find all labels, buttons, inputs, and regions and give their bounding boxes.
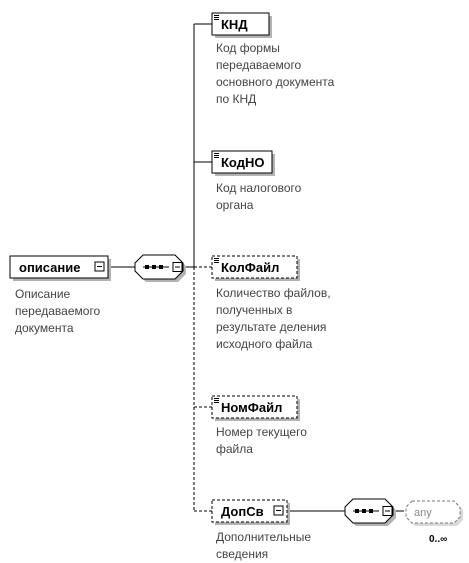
element-label: ДопСв (221, 504, 264, 519)
element-kodno[interactable] (212, 151, 275, 176)
element-dopsv[interactable] (212, 500, 290, 525)
element-kolfayl[interactable] (212, 256, 300, 281)
root-element-label: описание (19, 260, 81, 275)
element-description: Дополнительные сведения (216, 530, 311, 561)
element-label: КодНО (221, 155, 265, 170)
collapse-icon[interactable] (95, 262, 104, 271)
sequence-compositor[interactable] (135, 255, 186, 282)
element-nomfayl[interactable] (212, 396, 300, 421)
element-knd[interactable] (212, 13, 272, 38)
element-label: КНД (221, 17, 248, 32)
element-label: НомФайл (221, 400, 283, 415)
any-element[interactable] (406, 501, 463, 545)
collapse-icon[interactable] (274, 506, 283, 515)
sequence-compositor-2[interactable] (345, 499, 396, 526)
element-description: Код формы передаваемого основного документа по КНД (216, 41, 335, 106)
element-description: Количество файлов, полученных в результате деления исходного файла (216, 286, 331, 351)
any-element-label: any (414, 507, 432, 519)
element-description: Номер текущего файла (216, 425, 307, 456)
root-element[interactable] (10, 256, 111, 281)
collapse-icon[interactable] (383, 507, 392, 516)
element-label: КолФайл (221, 260, 280, 275)
root-description: Описание передаваемого документа (15, 287, 101, 335)
collapse-icon[interactable] (173, 263, 182, 272)
element-description: Код налогового органа (216, 181, 302, 212)
cardinality-label: 0..∞ (429, 534, 448, 545)
